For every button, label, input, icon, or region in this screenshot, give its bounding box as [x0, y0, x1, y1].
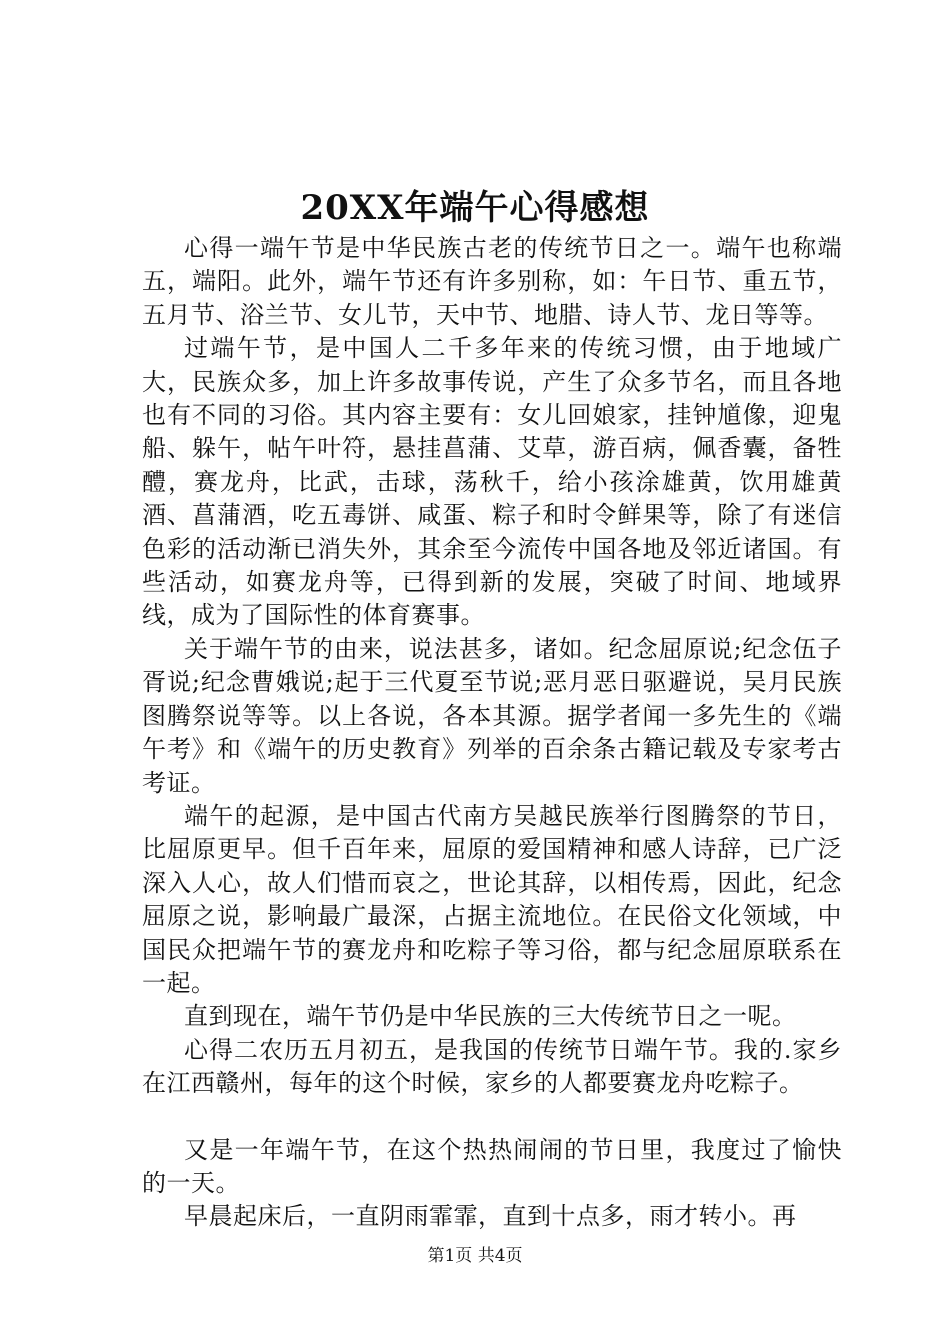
- document-title: 20XX年端午心得感想: [300, 188, 650, 228]
- paragraph-today: 直到现在，端午节仍是中华民族的三大传统节日之一呢。: [184, 1002, 797, 1031]
- paragraph-customs: 过端午节，是中国人二千多年来的传统习惯，由于地域广大，民族众多，加上许多故事传说，产生了众多节名，而且各地也有不同的习俗。其内容主要有：女儿回娘家，挂钟馗像，迎鬼船、躲午，帖午叶符，悬挂菖蒲、艾草，游百病，佩香囊，备牲醴，赛龙舟，比武，击球，荡秋千，给小孩涂雄黄，饮用雄黄酒、菖蒲酒，吃五毒饼、咸蛋、粽子和时令鲜果等，除了有迷信色彩的活动渐已消失外，其余至今流传中国各地及邻近诸国。有些活动，如赛龙舟等，已得到新的发展，突破了时间、地域界线，成为了国际性的体育赛事。: [142, 334, 842, 630]
- paragraph-essay-two: 心得二农历五月初五，是我国的传统节日端午节。我的.家乡在江西赣州，每年的这个时候，家乡的人都要赛龙舟吃粽子。: [142, 1035, 842, 1098]
- paragraph-morning: 早晨起床后，一直阴雨霏霏，直到十点多，雨才转小。再: [184, 1202, 797, 1231]
- paragraph-origin: 端午的起源，是中国古代南方吴越民族举行图腾祭的节日，比屈原更早。但千百年来，屈原的爱国精神和感人诗辞，已广泛深入人心，故人们惜而哀之，世论其辞，以相传焉，因此，纪念屈原之说，影响最广最深，占据主流地位。在民俗文化领域，中国民众把端午节的赛龙舟和吃粽子等习俗，都与纪念屈原联系在一起。: [142, 801, 842, 997]
- paragraph-intro: 心得一端午节是中华民族古老的传统节日之一。端午也称端五，端阳。此外，端午节还有许多别称，如：午日节、重五节，五月节、浴兰节、女儿节，天中节、地腊、诗人节、龙日等等。: [142, 234, 842, 329]
- page-number-footer: 第1页 共4页: [427, 1246, 523, 1266]
- paragraph-origin-theories: 关于端午节的由来，说法甚多，诸如。纪念屈原说;纪念伍子胥说;纪念曹娥说;起于三代夏至节说;恶月恶日驱避说，吴月民族图腾祭说等等。以上各说，各本其源。据学者闻一多先生的《端午考》和《端午的历史教育》列举的百余条古籍记载及专家考古考证。: [142, 634, 842, 797]
- paragraph-festival-day: 又是一年端午节，在这个热热闹闹的节日里，我度过了愉快的一天。: [142, 1135, 842, 1197]
- document-body: [142, 232, 842, 1234]
